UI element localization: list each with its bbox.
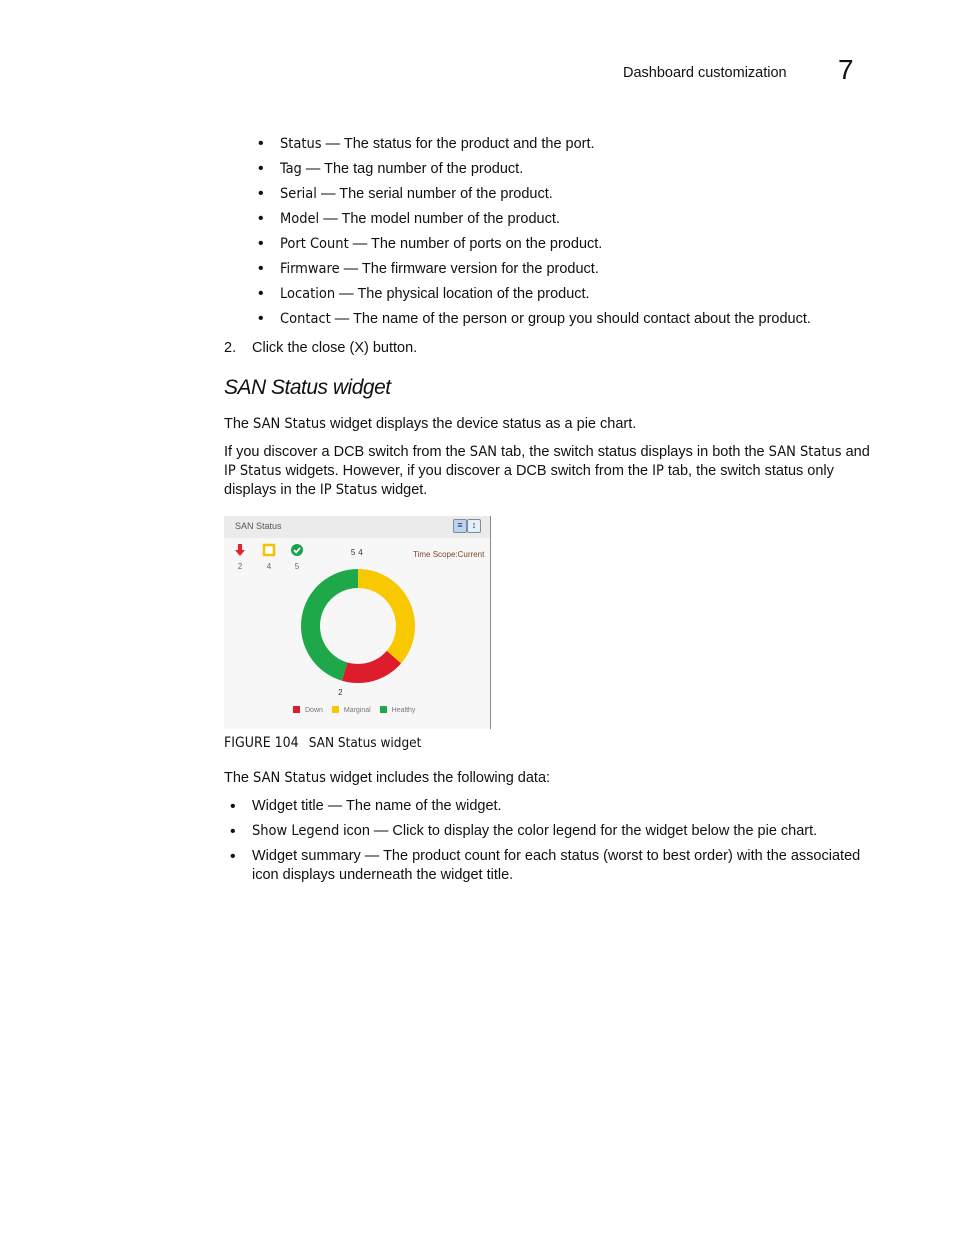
list-item (230, 847, 875, 885)
summary-count: 2 (237, 562, 243, 571)
text-run: The (224, 416, 254, 432)
term: Location (280, 286, 336, 302)
term: Firmware (280, 261, 340, 277)
step-text: Click the close (X) button. (252, 340, 418, 356)
separator: — (335, 286, 358, 302)
running-header-title: Dashboard customization (623, 65, 787, 81)
item-text: Widget summary — The product count for each status (worst to best order) with the associated icon displays underneath the widget title. (252, 848, 861, 883)
term: SAN (469, 444, 498, 460)
term: SAN Status (768, 444, 842, 460)
text-run: If you discover a DCB switch from the (224, 444, 470, 460)
legend-label: Healthy (391, 707, 416, 714)
legend-item-marginal[interactable] (332, 706, 371, 714)
description: The physical location of the product. (357, 286, 590, 302)
list-item (230, 797, 875, 816)
legend-label: Marginal (343, 707, 371, 714)
term: Port Count (280, 236, 349, 252)
paragraph-intro (224, 415, 874, 434)
text-run: widget. (377, 482, 428, 498)
figure-number: FIGURE 104 (224, 735, 299, 751)
marginal-square-icon (262, 543, 276, 557)
item-text: icon — Click to display the color legend for the widget below the pie chart. (339, 823, 818, 839)
slice-marginal[interactable] (358, 569, 415, 663)
sort-button[interactable] (467, 519, 481, 533)
list-item (258, 159, 811, 184)
time-scope-label: Time Scope:Current (413, 550, 485, 559)
widget-titlebar (224, 516, 490, 538)
slice-down[interactable] (342, 651, 401, 683)
slice-value-label: 4 (358, 548, 363, 558)
legend-swatch (380, 706, 387, 713)
description: The firmware version for the product. (361, 261, 599, 277)
text-run: tab, the switch status only displays in the (224, 463, 834, 498)
chart-legend (293, 706, 422, 714)
term: SAN Status (253, 770, 326, 786)
up-down-arrow-icon: ↕ (471, 520, 477, 530)
summary-count: 5 (294, 562, 300, 571)
term: IP (652, 463, 664, 479)
separator: — (348, 236, 371, 252)
description: The name of the person or group you should contact about the product. (353, 311, 811, 327)
list-icon: ≡ (457, 520, 463, 530)
legend-item-healthy[interactable] (380, 706, 416, 714)
list-item (230, 822, 875, 841)
list-item (258, 284, 811, 309)
separator: — (301, 161, 325, 177)
legend-swatch (332, 706, 339, 713)
text-run: widget displays the device status as a pie chart. (325, 416, 637, 432)
widget-title: SAN Status (235, 521, 282, 531)
healthy-check-icon (290, 543, 304, 557)
separator: — (319, 211, 342, 227)
separator: — (339, 261, 362, 277)
list-item (258, 209, 811, 234)
widget-data-list (230, 797, 875, 891)
term: Contact (280, 311, 331, 327)
text-run: widgets. However, if you discover a DCB switch from the (281, 463, 653, 479)
term: Show Legend (252, 823, 340, 839)
term: Model (280, 211, 320, 227)
legend-item-down[interactable] (293, 706, 323, 714)
description: The tag number of the product. (324, 161, 524, 177)
term: Status (280, 136, 322, 152)
item-text: Widget title — The name of the widget. (252, 798, 502, 814)
list-item (258, 259, 811, 284)
description: The serial number of the product. (339, 186, 553, 202)
description: The model number of the product. (341, 211, 560, 227)
term: IP Status (319, 482, 378, 498)
list-item (258, 134, 811, 159)
term: SAN Status (253, 416, 326, 432)
text-run: tab, the switch status displays in both the (497, 444, 769, 460)
description: The number of ports on the product. (370, 236, 603, 252)
legend-label: Down (305, 707, 323, 714)
slice-value-label: 2 (338, 687, 343, 697)
list-item (258, 234, 811, 259)
summary-count: 4 (266, 562, 272, 571)
list-item (258, 184, 811, 209)
figure-caption (224, 732, 421, 753)
san-status-widget (224, 516, 491, 729)
step-2 (224, 338, 417, 358)
paragraph-includes (224, 769, 874, 788)
list-item (258, 309, 811, 334)
term: IP Status (224, 463, 282, 479)
slice-value-label: 5 (350, 548, 356, 558)
section-heading: SAN Status widget (224, 376, 391, 399)
separator: — (321, 136, 344, 152)
separator: — (330, 311, 354, 327)
description: The status for the product and the port. (343, 136, 595, 152)
chapter-number: 7 (838, 54, 854, 85)
legend-swatch (293, 706, 300, 713)
paragraph-dcb (224, 443, 874, 500)
figure-title: SAN Status widget (308, 735, 422, 751)
term: Tag (280, 161, 302, 177)
term: Serial (280, 186, 317, 202)
step-number: 2. (224, 340, 237, 356)
separator: — (316, 186, 340, 202)
text-run: The (224, 770, 254, 786)
show-legend-button[interactable] (453, 519, 467, 533)
text-run: widget includes the following data: (325, 770, 551, 786)
property-list (258, 134, 811, 334)
text-run: and (841, 444, 870, 460)
down-arrow-icon (233, 543, 247, 557)
